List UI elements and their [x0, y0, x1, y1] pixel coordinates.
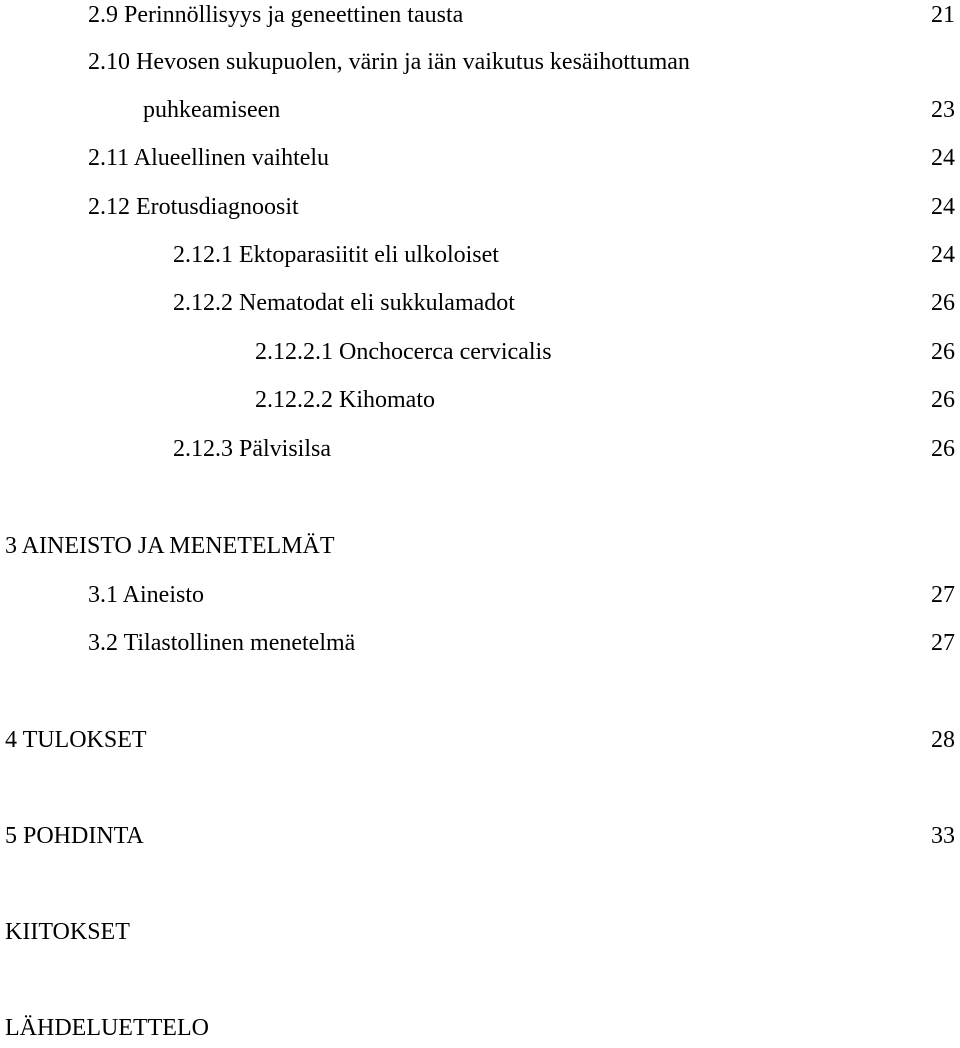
toc-entry-2-11: [0, 138, 960, 178]
toc-entry-title: 2.12.2.1 Onchocerca cervicalis: [255, 339, 552, 365]
toc-entry-title: 4 TULOKSET: [5, 727, 147, 753]
toc-entry-page: 27: [931, 630, 955, 656]
toc-entry-2-12: [0, 187, 960, 227]
toc-entry-page: 28: [931, 727, 955, 753]
toc-entry-page: 33: [931, 823, 955, 849]
toc-entry-title: 2.10 Hevosen sukupuolen, värin ja iän vaikutus kesäihottuman: [88, 49, 690, 75]
toc-entry-2-12-2-2: [0, 380, 960, 420]
toc-entry-3-1: [0, 575, 960, 615]
toc-entry-title: 5 POHDINTA: [5, 823, 144, 849]
toc-entry-3-2: [0, 623, 960, 663]
toc-entry-title: 3 AINEISTO JA MENETELMÄT: [5, 533, 335, 559]
toc-entry-2-12-2: [0, 283, 960, 323]
toc-entry-page: 24: [931, 242, 955, 268]
toc-entry-page: 21: [931, 2, 955, 28]
toc-entry-kiitokset: [0, 912, 960, 952]
toc-entry-title: 2.11 Alueellinen vaihtelu: [88, 145, 330, 171]
toc-entry-title: puhkeamiseen: [143, 97, 281, 123]
toc-entry-title: 2.12.1 Ektoparasiitit eli ulkoloiset: [173, 242, 499, 268]
toc-entry-page: 23: [931, 97, 955, 123]
toc-entry-2-10: [0, 42, 960, 82]
toc-entry-2-10-continued: [0, 90, 960, 130]
toc-entry-title: KIITOKSET: [5, 919, 130, 945]
toc-entry-5: [0, 816, 960, 856]
toc-entry-2-12-2-1: [0, 332, 960, 372]
toc-entry-title: 2.12 Erotusdiagnoosit: [88, 194, 299, 220]
toc-entry-page: 26: [931, 290, 955, 316]
toc-entry-title: 3.1 Aineisto: [88, 582, 205, 608]
toc-entry-title: 2.12.2.2 Kihomato: [255, 387, 435, 413]
toc-entry-2-12-1: [0, 235, 960, 275]
toc-entry-2-9: [0, 0, 960, 35]
toc-entry-page: 27: [931, 582, 955, 608]
toc-entry-title: 2.12.2 Nematodat eli sukkulamadot: [173, 290, 515, 316]
toc-entry-page: 24: [931, 145, 955, 171]
toc-entry-2-12-3: [0, 429, 960, 469]
toc-entry-title: 3.2 Tilastollinen menetelmä: [88, 630, 356, 656]
toc-entry-title: 2.12.3 Pälvisilsa: [173, 436, 332, 462]
toc-entry-lahdeluettelo: [0, 1008, 960, 1048]
toc-entry-page: 26: [931, 436, 955, 462]
toc-entry-page: 26: [931, 387, 955, 413]
toc-entry-title: 2.9 Perinnöllisyys ja geneettinen tausta: [88, 2, 464, 28]
toc-entry-page: 24: [931, 194, 955, 220]
toc-entry-3: [0, 526, 960, 566]
toc-entry-title: LÄHDELUETTELO: [5, 1015, 209, 1041]
toc-entry-4: [0, 720, 960, 760]
toc-entry-page: 26: [931, 339, 955, 365]
